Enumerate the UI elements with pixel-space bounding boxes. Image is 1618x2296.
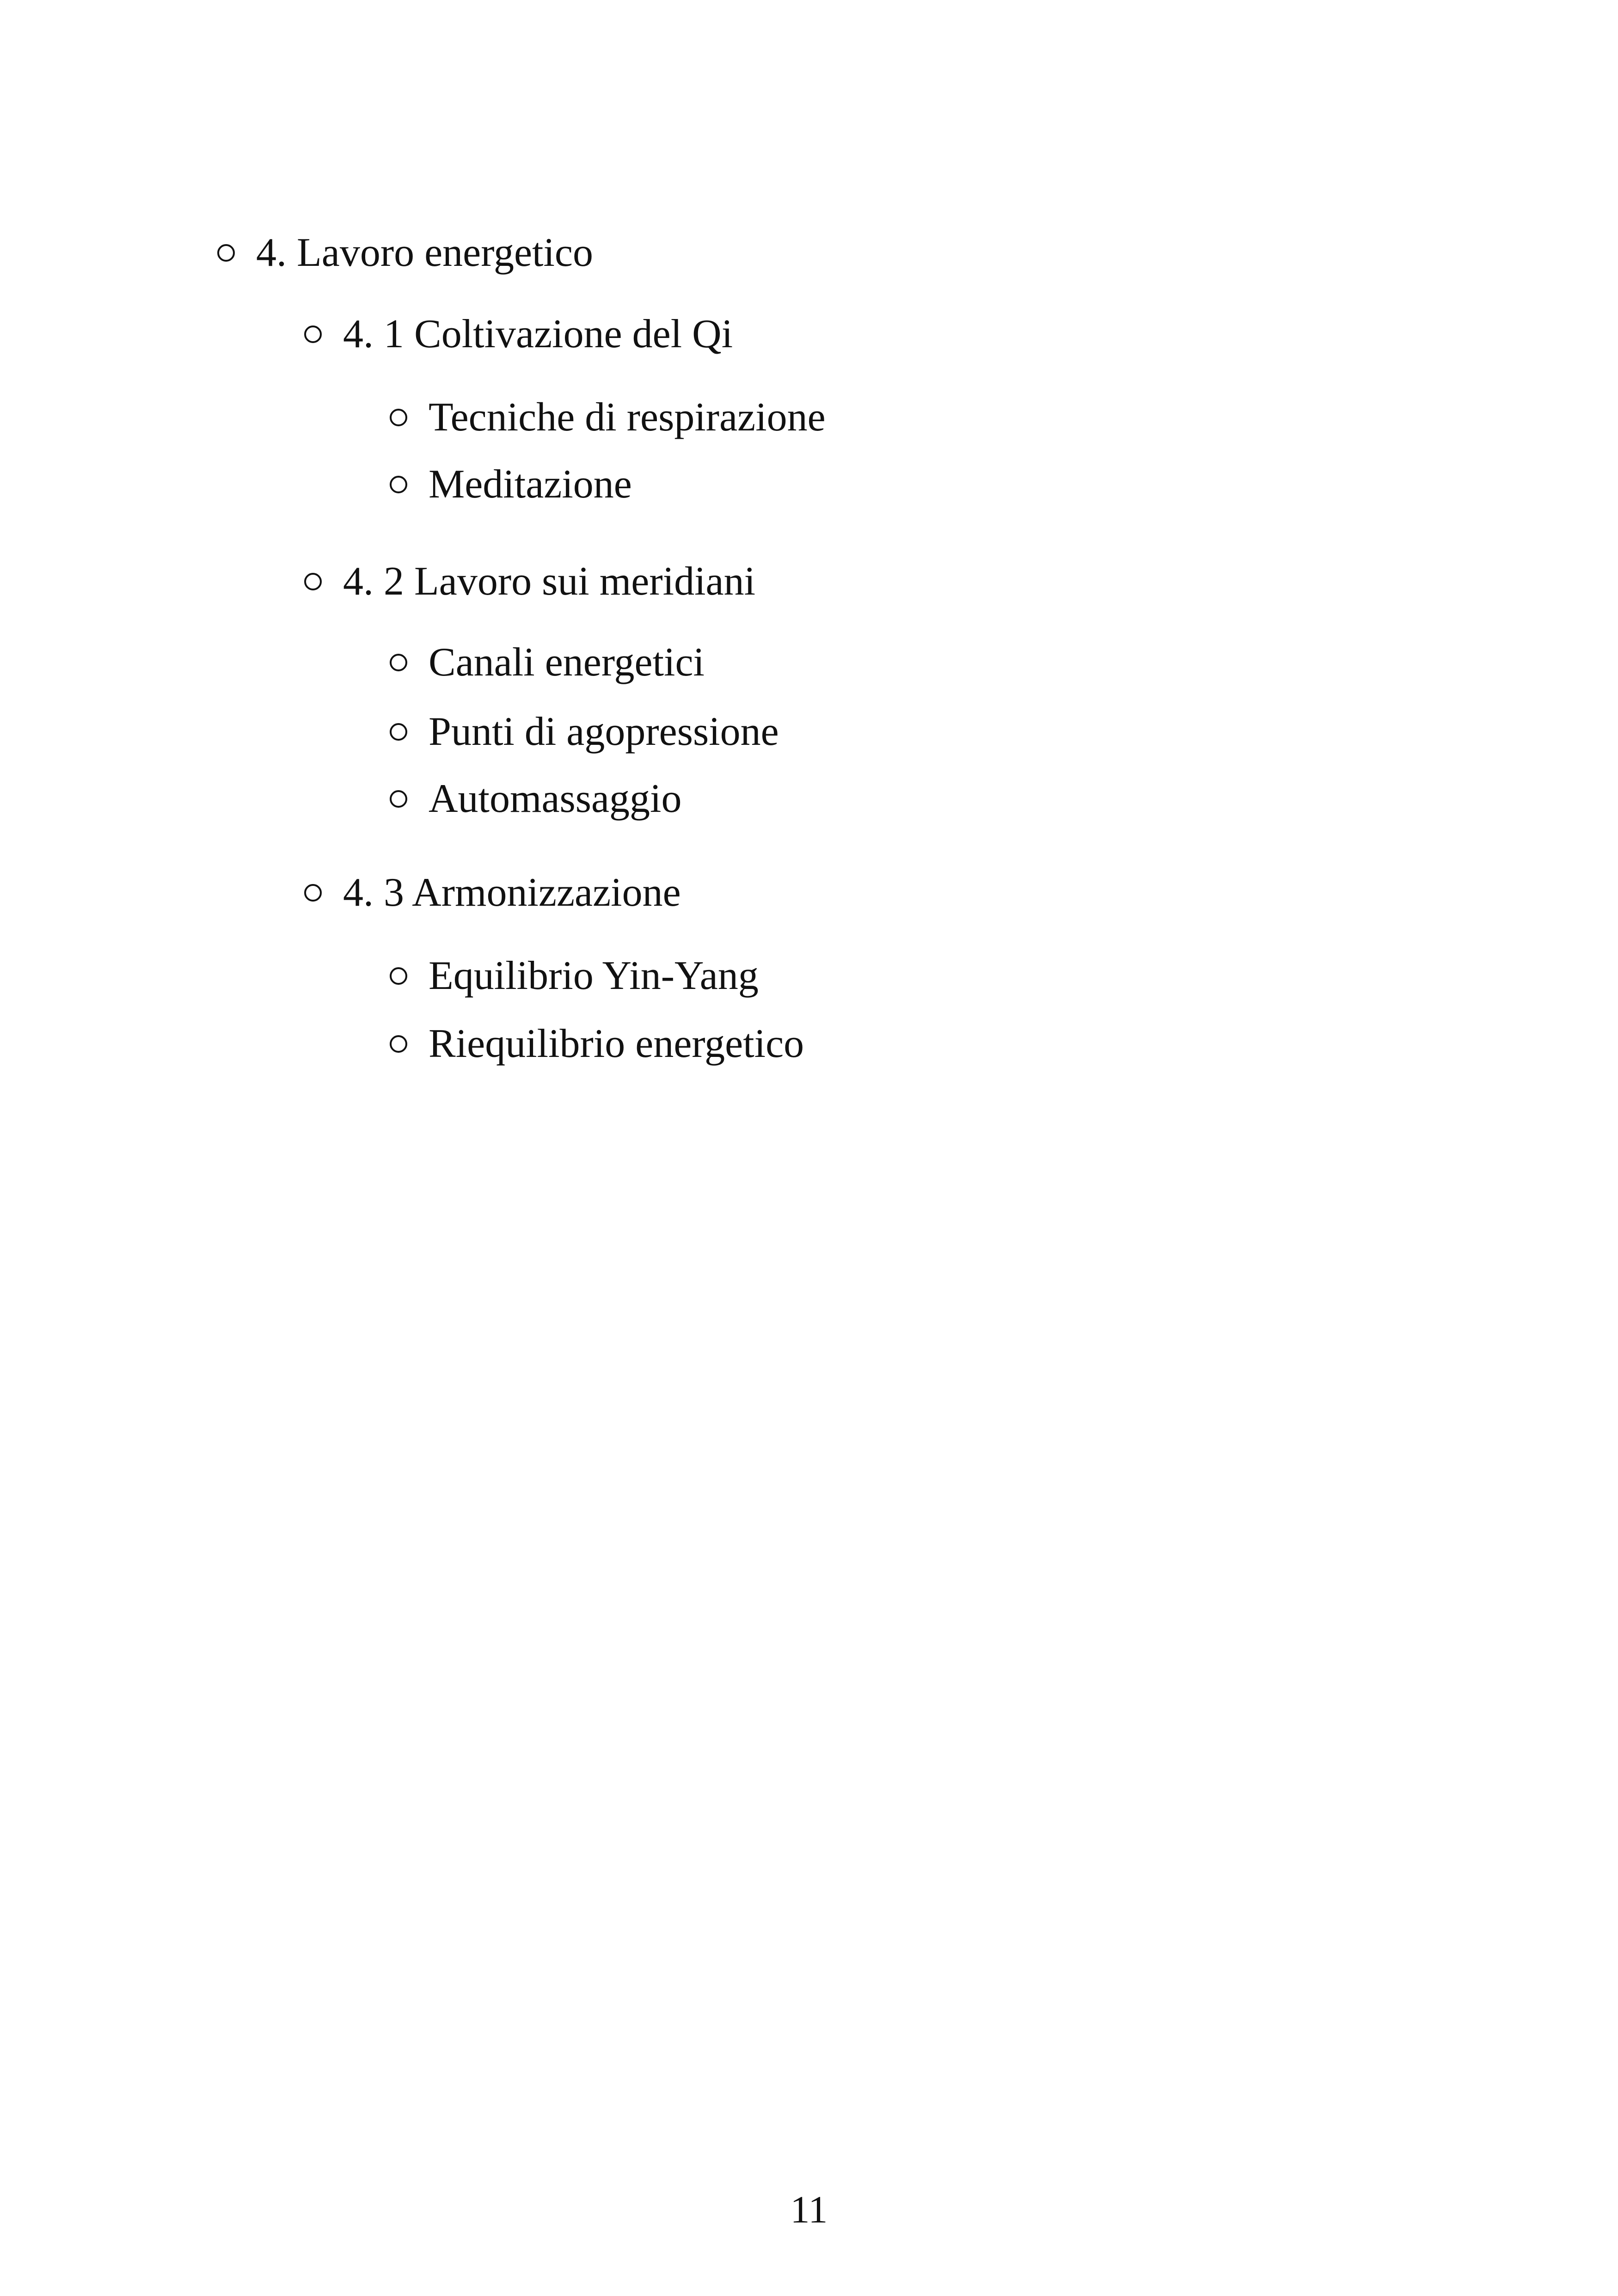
circle-bullet-icon (390, 476, 407, 493)
circle-bullet-icon (304, 573, 322, 590)
outline-subitem (390, 951, 759, 1001)
circle-bullet-icon (304, 325, 322, 343)
outline-subitem (390, 459, 632, 510)
section-label: 4. 3 Armonizzazione (343, 870, 681, 915)
outline-title: 4. Lavoro energetico (256, 230, 593, 275)
circle-bullet-icon (217, 244, 235, 262)
outline-subitem (390, 637, 705, 688)
subitem-label: Tecniche di respirazione (429, 395, 826, 440)
outline-subitem (390, 706, 779, 757)
outline-section-3 (304, 867, 681, 918)
circle-bullet-icon (390, 723, 407, 741)
subitem-label: Riequilibrio energetico (429, 1021, 804, 1066)
outline-section-1 (304, 309, 733, 360)
circle-bullet-icon (390, 654, 407, 671)
circle-bullet-icon (390, 409, 407, 426)
circle-bullet-icon (390, 1035, 407, 1053)
section-label: 4. 2 Lavoro sui meridiani (343, 559, 756, 604)
subitem-label: Meditazione (429, 462, 632, 507)
outline-item-level1 (217, 227, 593, 278)
page-number: 11 (790, 2188, 828, 2231)
subitem-label: Canali energetici (429, 640, 705, 685)
circle-bullet-icon (390, 967, 407, 985)
outline-section-2 (304, 556, 755, 607)
circle-bullet-icon (390, 790, 407, 808)
subitem-label: Equilibrio Yin-Yang (429, 953, 759, 998)
subitem-label: Automassaggio (429, 776, 682, 821)
outline-subitem (390, 392, 826, 443)
circle-bullet-icon (304, 884, 322, 902)
subitem-label: Punti di agopressione (429, 709, 779, 754)
section-label: 4. 1 Coltivazione del Qi (343, 312, 733, 356)
outline-subitem (390, 1019, 804, 1069)
outline-subitem (390, 774, 682, 824)
